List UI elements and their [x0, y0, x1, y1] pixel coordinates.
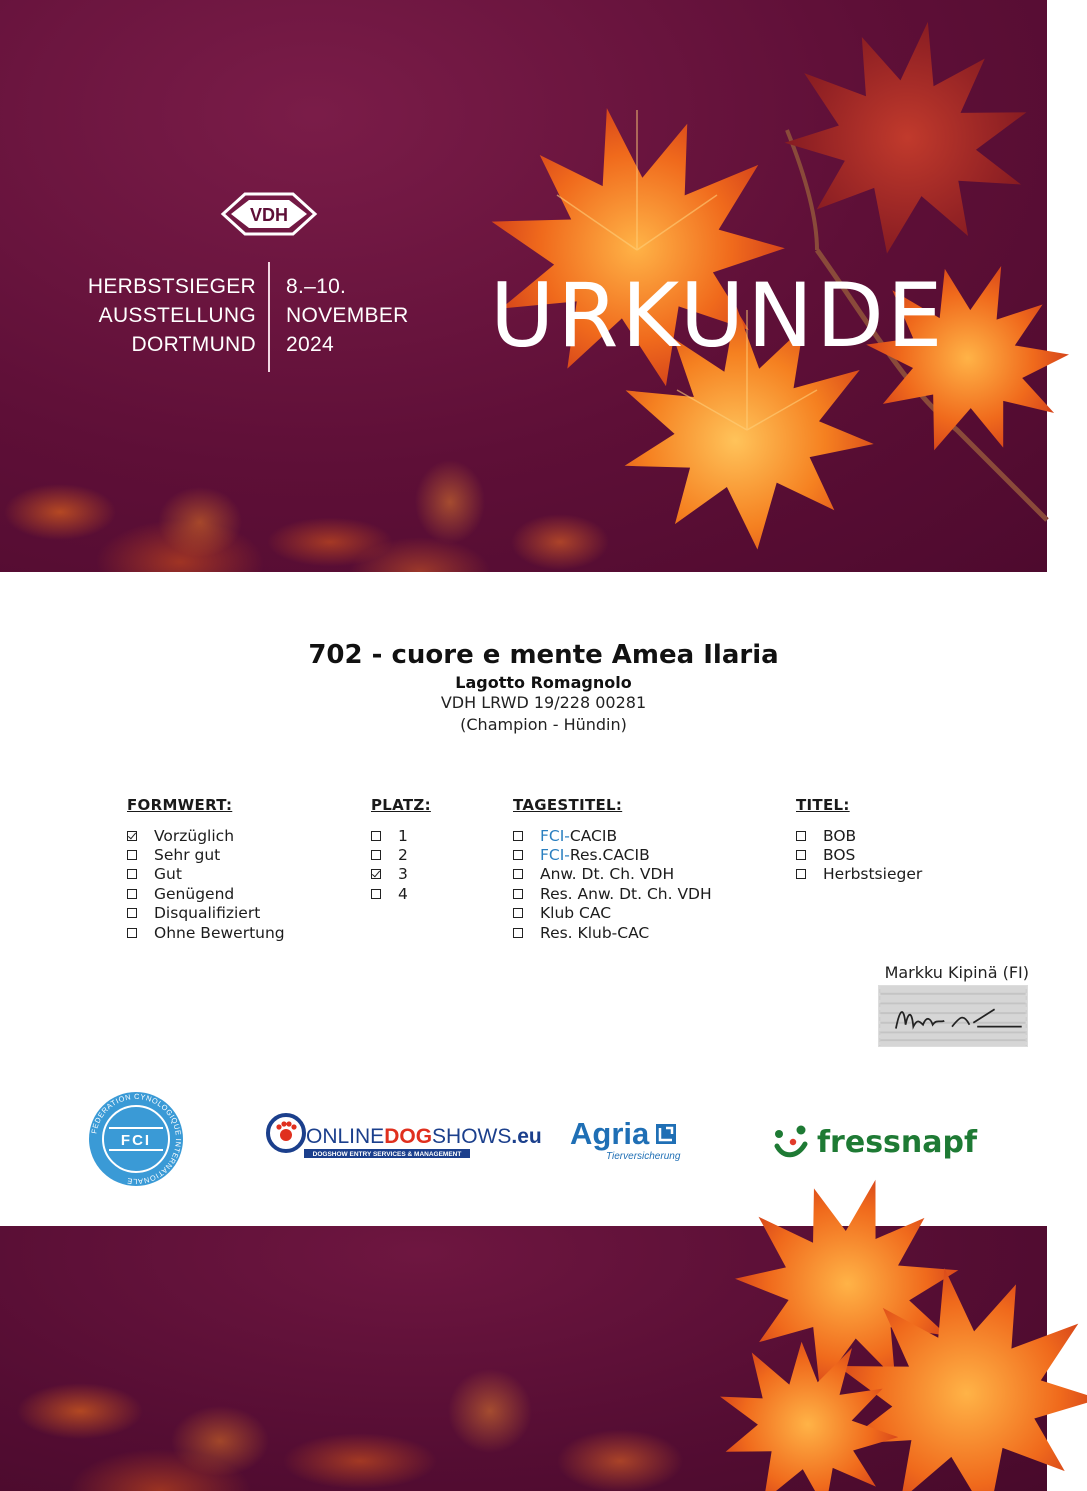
titel-heading: TITEL:: [796, 796, 850, 814]
checkbox: [796, 831, 806, 841]
svg-text:fressnapf: fressnapf: [817, 1125, 978, 1160]
platz-heading: PLATZ:: [371, 796, 431, 814]
maple-leaves-illustration: [717, 1226, 1047, 1491]
formwert-option: [127, 826, 285, 845]
formwert-option: [127, 923, 285, 942]
checkbox: [796, 850, 806, 860]
judge-signature: [878, 985, 1028, 1047]
onlinedogshows-logo: [264, 1113, 542, 1163]
show-name-line: AUSSTELLUNG: [98, 304, 256, 327]
svg-text:FEDERATION CYNOLOGIQUE INTERNA: FEDERATION CYNOLOGIQUE INTERNATIONALE: [89, 1091, 184, 1187]
option-label: 4: [398, 884, 408, 903]
show-date-line: 8.–10.: [286, 275, 347, 298]
svg-text:VDH: VDH: [249, 205, 289, 225]
tagestitel-option: [513, 845, 712, 864]
platz-option: [371, 845, 431, 864]
dog-info: [0, 640, 1087, 736]
fci-prefix: FCI-: [540, 846, 570, 865]
platz-column: [371, 796, 431, 904]
checkbox: [127, 928, 137, 938]
dog-breed: Lagotto Romagnolo: [455, 673, 632, 692]
option-label: Res. Anw. Dt. Ch. VDH: [540, 884, 712, 903]
option-label: Res. Klub-CAC: [540, 923, 650, 942]
svg-text:Tierversicherung: Tierversicherung: [606, 1151, 681, 1162]
option-label: Herbstsieger: [823, 865, 923, 884]
checkbox: [371, 831, 381, 841]
option-label: Vorzüglich: [154, 826, 235, 845]
show-name: [60, 272, 256, 359]
tagestitel-option: [513, 826, 712, 845]
svg-text:FCI: FCI: [120, 1132, 152, 1149]
checkbox: [127, 850, 137, 860]
option-label: 3: [398, 865, 408, 884]
option-label: Disqualifiziert: [154, 904, 261, 923]
titel-column: [796, 796, 922, 884]
option-label: 1: [398, 826, 408, 845]
formwert-column: [127, 796, 285, 942]
platz-option: [371, 865, 431, 884]
fci-prefix: FCI-: [540, 826, 570, 845]
tagestitel-column: [513, 796, 712, 942]
tagestitel-option: [513, 865, 712, 884]
option-label: Sehr gut: [154, 846, 221, 865]
checkbox: [127, 869, 137, 879]
footer-banner: [0, 1226, 1047, 1491]
svg-text:ONLINEDOGSHOWS.eu: ONLINEDOGSHOWS.eu: [306, 1125, 542, 1148]
checkbox: [371, 850, 381, 860]
agria-logo: [568, 1112, 684, 1164]
checkbox: [127, 908, 137, 918]
svg-text:Agria: Agria: [570, 1116, 650, 1151]
header-divider: [268, 262, 270, 372]
option-label: Klub CAC: [540, 904, 612, 923]
checkbox-checked: [127, 831, 137, 841]
tagestitel-heading: TAGESTITEL:: [513, 796, 623, 814]
show-name-line: HERBSTSIEGER: [87, 275, 256, 298]
show-date-line: NOVEMBER: [286, 304, 409, 327]
show-date-line: 2024: [286, 333, 334, 356]
judge-name: Markku Kipinä (FI): [884, 963, 1029, 982]
svg-text:DOGSHOW ENTRY SERVICES & MANAG: DOGSHOW ENTRY SERVICES & MANAGEMENT: [312, 1151, 462, 1158]
titel-option: [796, 845, 922, 864]
checkbox: [513, 850, 523, 860]
option-label: BOB: [823, 826, 857, 845]
titel-option: [796, 865, 922, 884]
tagestitel-option: [513, 923, 712, 942]
checkbox: [513, 869, 523, 879]
checkbox: [513, 889, 523, 899]
checkbox: [796, 869, 806, 879]
platz-option: [371, 826, 431, 845]
option-label: CACIB: [569, 826, 618, 845]
formwert-option: [127, 845, 285, 864]
header-banner: [0, 0, 1047, 572]
formwert-option: [127, 865, 285, 884]
checkbox: [371, 889, 381, 899]
formwert-heading: FORMWERT:: [127, 796, 233, 814]
dog-registration: VDH LRWD 19/228 00281: [440, 693, 647, 712]
option-label: Ohne Bewertung: [154, 923, 285, 942]
checkbox-checked: [371, 869, 381, 879]
vdh-logo: [221, 192, 317, 236]
fci-logo: [87, 1090, 185, 1188]
fressnapf-logo: [771, 1118, 993, 1162]
formwert-option: [127, 904, 285, 923]
option-label: Gut: [154, 865, 182, 884]
titel-option: [796, 826, 922, 845]
formwert-option: [127, 884, 285, 903]
show-name-line: DORTMUND: [131, 333, 256, 356]
checkbox: [513, 908, 523, 918]
option-label: Genügend: [154, 884, 235, 903]
option-label: BOS: [823, 846, 856, 865]
tagestitel-option: [513, 904, 712, 923]
option-label: 2: [398, 846, 408, 865]
document-title: URKUNDE: [490, 264, 946, 367]
checkbox: [127, 889, 137, 899]
show-date: [286, 272, 446, 359]
platz-option: [371, 884, 431, 903]
checkbox: [513, 831, 523, 841]
dog-class: (Champion - Hündin): [460, 715, 627, 734]
dog-title: 702 - cuore e mente Amea Ilaria: [308, 640, 779, 670]
option-label: Anw. Dt. Ch. VDH: [540, 865, 675, 884]
tagestitel-option: [513, 884, 712, 903]
option-label: Res.CACIB: [569, 846, 650, 865]
checkbox: [513, 928, 523, 938]
